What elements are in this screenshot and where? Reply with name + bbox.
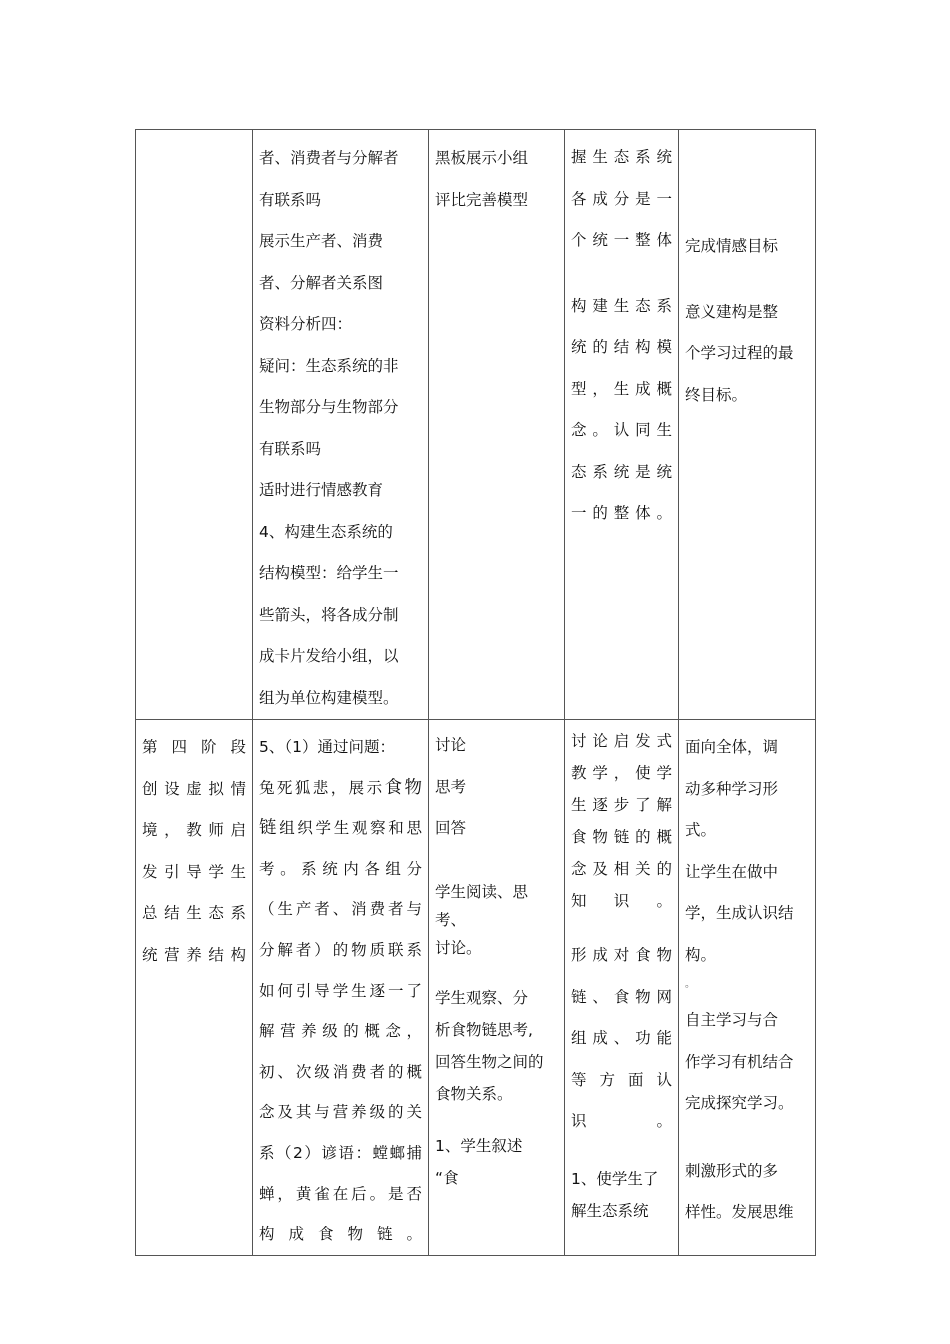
text-line: 生逐步了解 [571, 796, 672, 814]
text-line [259, 768, 422, 809]
text-line: 链、食物网 [571, 987, 672, 1006]
text-line: 念。认同生 [571, 421, 672, 439]
text-line: 些箭头，将各成分制 [259, 605, 399, 624]
text-line: 成卡片发给小组，以 [259, 647, 399, 665]
text-line: 有联系吗 [259, 439, 322, 458]
text-line: 1、使学生了 [571, 1169, 659, 1188]
design-intent-cell [565, 130, 679, 720]
stage-cell [136, 720, 253, 1256]
lesson-plan-table [135, 129, 816, 1256]
text-line: 回答 [435, 819, 467, 837]
text-line: 统营养结构 [142, 945, 246, 964]
text-line: （生产者、消费者与 [259, 900, 422, 919]
text-line: 考、 [435, 910, 467, 929]
text-line: 教学，使学 [571, 764, 672, 782]
text-line: 如何引导学生逐一了 [259, 981, 422, 1000]
text-line: 生物部分与生物部分 [259, 398, 399, 416]
text-line: 式。 [685, 821, 717, 839]
text-line: 黑板展示小组 [435, 149, 529, 167]
text-line: 评比完善模型 [435, 190, 529, 209]
text-line: 初、次级消费者的概 [259, 1062, 422, 1081]
text-line: 蝉，黄雀在后。是否 [259, 1184, 422, 1203]
text-line: 完成探究学习。 [685, 1094, 794, 1112]
text-line: 等方面认 [571, 1070, 672, 1089]
student-activity-cell [429, 720, 565, 1256]
text-line: 意义建构是整 [685, 302, 779, 321]
text-line: 自主学习与合 [685, 1011, 779, 1029]
teacher-activity-cell [253, 130, 429, 720]
text-line: 识。 [571, 1112, 672, 1130]
text-line: 念及相关的 [571, 860, 672, 878]
text-line: 讨论启发式 [571, 732, 672, 750]
text-line: 握生态系统 [571, 148, 672, 166]
text-line: 作学习有机结合 [685, 1052, 794, 1071]
text-line: 第四阶段 [142, 738, 246, 756]
text-line: 资料分析四： [259, 315, 353, 333]
text-line: 1、学生叙述 [435, 1136, 523, 1155]
text-line: 食物关系。 [435, 1084, 513, 1103]
text-line: 组成、功能 [571, 1029, 672, 1047]
text-line: 创设虚拟情 [142, 779, 246, 798]
text-span: 兔死狐悲，展示 [259, 778, 385, 797]
teacher-activity-cell [253, 720, 429, 1256]
text-line: 适时进行情感教育 [259, 481, 384, 499]
text-line: 讨论 [435, 736, 467, 754]
text-line: 一的整体。 [571, 504, 672, 522]
text-line: 态系统是统 [571, 462, 672, 481]
text-line: 念及其与营养级的关 [259, 1103, 422, 1122]
text-line: 分解者）的物质联系 [259, 940, 422, 959]
stray-mark: 。 [685, 979, 695, 990]
text-line: 刺激形式的多 [685, 1161, 779, 1180]
text-span: 组织学生观察和思 [279, 819, 422, 838]
text-line: 疑问：生态系统的非 [259, 356, 399, 375]
remarks-cell [679, 130, 816, 720]
text-span: 食物 [384, 777, 422, 798]
text-span: 链 [259, 818, 280, 839]
text-line: 系（2）谚语：螳螂捕 [259, 1143, 422, 1162]
text-line: 讨论。 [435, 938, 482, 957]
text-line: 构。 [685, 945, 717, 964]
text-line: 让学生在做中 [685, 862, 779, 881]
text-line: 结构模型：给学生一 [259, 564, 399, 582]
text-line: 回答生物之间的 [435, 1052, 544, 1071]
text-line: 组为单位构建模型。 [259, 688, 399, 707]
text-line: 形成对食物 [571, 946, 672, 964]
text-line: 知识。 [571, 892, 672, 910]
text-line: 个学习过程的最 [685, 344, 794, 362]
text-line: 学生观察、分 [435, 988, 529, 1007]
text-line: 解生态系统 [571, 1201, 649, 1220]
text-line: 考。系统内各组分 [259, 859, 422, 878]
text-line: “食 [435, 1168, 459, 1187]
text-line: 学，生成认识结 [685, 904, 794, 922]
remarks-cell [679, 720, 816, 1256]
text-line: 面向全体，调 [685, 738, 779, 756]
text-line: 总结生态系 [142, 904, 246, 922]
text-line: 学生阅读、思 [435, 882, 529, 901]
text-line: 终目标。 [685, 385, 748, 404]
text-line: 各成分是一 [571, 189, 672, 208]
stage-cell-empty [136, 130, 253, 720]
text-line: 析食物链思考, [435, 1020, 533, 1039]
text-line: 境，教师启 [142, 821, 246, 839]
text-line: 5、（1）通过问题： [259, 738, 395, 756]
text-line: 统的结构模 [571, 338, 672, 356]
text-line: 构建生态系 [571, 296, 672, 315]
text-line: 4、构建生态系统的 [259, 522, 393, 541]
text-line: 解营养级的概念， [259, 1022, 422, 1041]
text-line: 思考 [435, 777, 467, 796]
text-line: 有联系吗 [259, 190, 322, 209]
text-line: 构成食物链。 [259, 1225, 422, 1244]
text-line: 动多种学习形 [685, 779, 779, 798]
text-line: 者、分解者关系图 [259, 273, 384, 292]
text-line: 型，生成概 [571, 379, 672, 398]
text-line: 完成情感目标 [685, 237, 779, 255]
text-line: 发引导学生 [142, 862, 246, 881]
text-line: 者、消费者与分解者 [259, 149, 399, 167]
text-line: 样性。发展思维 [685, 1203, 794, 1221]
text-line: 展示生产者、消费 [259, 232, 384, 250]
table-row [136, 720, 816, 1256]
text-line: 食物链的概 [571, 828, 672, 846]
table-row [136, 130, 816, 720]
text-line [259, 808, 422, 849]
text-line: 个统一整体 [571, 231, 672, 249]
student-activity-cell [429, 130, 565, 720]
design-intent-cell [565, 720, 679, 1256]
